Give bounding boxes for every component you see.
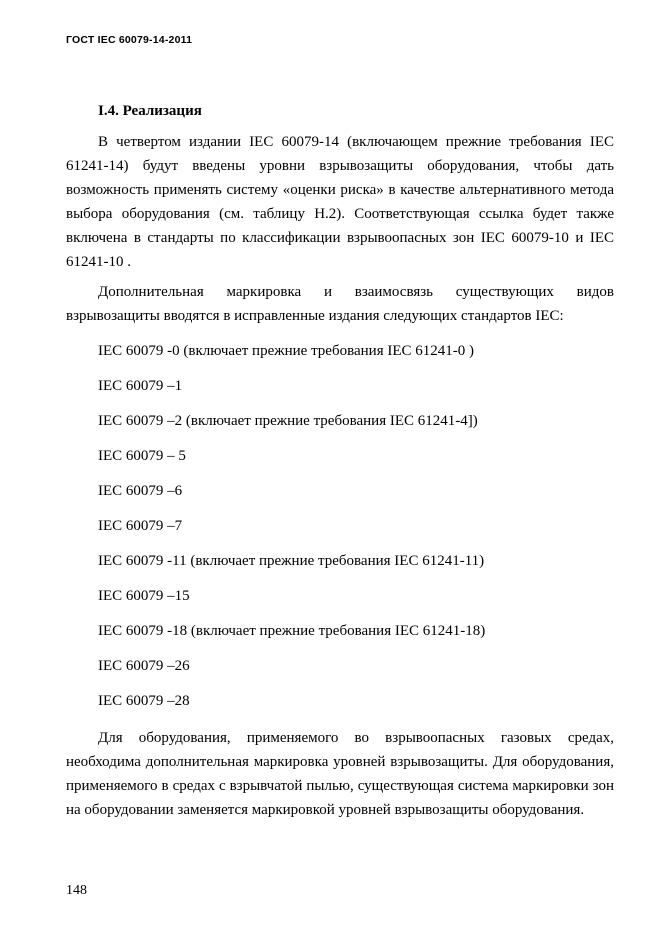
paragraph-intro: В четвертом издании IEC 60079-14 (включающем прежние требования IEC 61241-14) будут введены уровни взрывозащиты оборудования, чтобы дать возможность применять систему «оценки риска» в качестве альтернативного метода выбора оборудования (см. таблицу Н.2). Соответствующая ссылка будет также включена в стандарты по классификации взрывоопасных зон IEC 60079-10 и IEC 61241-10 . <box>66 134 614 270</box>
standard-list-item: IEC 60079 -11 (включает прежние требования IEC 61241-11) <box>98 553 485 569</box>
standard-list-item: IEC 60079 –28 <box>98 693 190 709</box>
standards-list <box>66 334 614 719</box>
standard-list-item: IEC 60079 –15 <box>98 588 190 604</box>
standard-list-item: IEC 60079 –6 <box>98 483 183 499</box>
paragraph-marking: Дополнительная маркировка и взаимосвязь существующих видов взрывозащиты вводятся в исправленные издания следующих стандартов IEC: <box>66 284 614 324</box>
document-header-code: ГОСТ IEC 60079-14-2011 <box>66 34 193 46</box>
standard-list-item: IEC 60079 -0 (включает прежние требования IEC 61241-0 ) <box>98 343 474 359</box>
standard-list-item: IEC 60079 –7 <box>98 518 183 534</box>
page-number: 148 <box>66 883 87 898</box>
standard-list-item: IEC 60079 –26 <box>98 658 190 674</box>
standard-list-item: IEC 60079 -18 (включает прежние требования IEC 61241-18) <box>98 623 486 639</box>
paragraph-conclusion: Для оборудования, применяемого во взрывоопасных газовых средах, необходима дополнительная маркировка уровней взрывозащиты. Для оборудования, применяемого в средах с взрывчатой пылью, существующая система маркировки зон на оборудовании заменяется маркировкой уровней взрывозащиты оборудования. <box>66 730 614 818</box>
section-title: I.4. Реализация <box>98 103 202 119</box>
standard-list-item: IEC 60079 – 5 <box>98 448 186 464</box>
standard-list-item: IEC 60079 –2 (включает прежние требования IEC 61241-4]) <box>98 413 478 429</box>
document-body <box>66 101 614 822</box>
standard-list-item: IEC 60079 –1 <box>98 378 183 394</box>
